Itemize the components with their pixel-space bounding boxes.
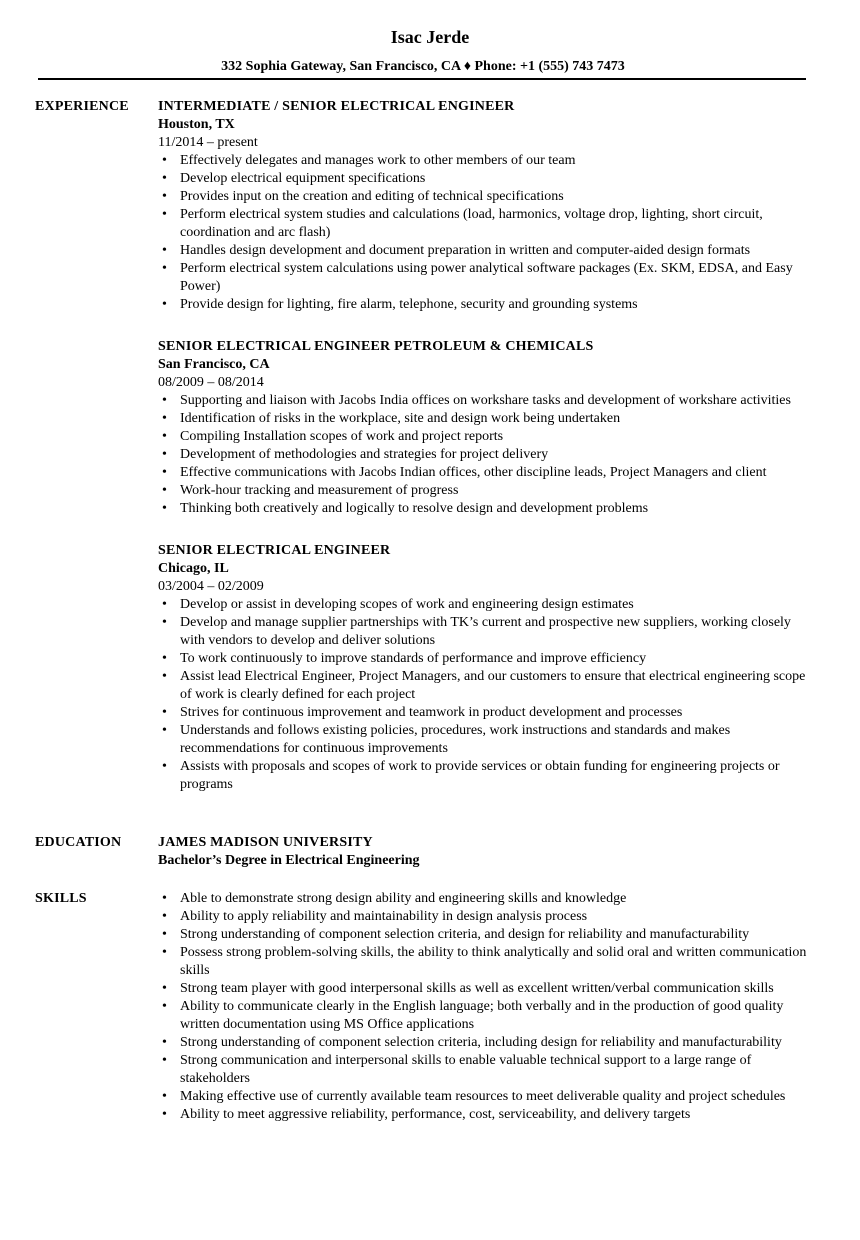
skill-item: • Able to demonstrate strong design ability and engineering skills and knowledge bbox=[158, 890, 808, 908]
duty-item: • Identification of risks in the workplace, site and design work being undertaken bbox=[158, 410, 808, 428]
duty-item: • Development of methodologies and strategies for project delivery bbox=[158, 446, 808, 464]
duty-item: • Handles design development and document preparation in written and computer-aided design formats bbox=[158, 242, 808, 260]
duty-item: • Effectively delegates and manages work to other members of our team bbox=[158, 152, 808, 170]
skill-item: • Possess strong problem-solving skills, the ability to think analytically and solid oral and written communication skills bbox=[158, 944, 808, 980]
job-location: Chicago, IL bbox=[158, 561, 229, 576]
header-divider bbox=[38, 78, 806, 80]
duty-item: • Develop or assist in developing scopes of work and engineering design estimates bbox=[158, 596, 808, 614]
job-location: Houston, TX bbox=[158, 117, 235, 132]
duty-item: • Provides input on the creation and editing of technical specifications bbox=[158, 188, 808, 206]
duty-item: • Understands and follows existing policies, procedures, work instructions and standards and makes recommendations for continuous improvements bbox=[158, 722, 808, 758]
job-title: SENIOR ELECTRICAL ENGINEER bbox=[158, 543, 391, 558]
duty-item: • Work-hour tracking and measurement of progress bbox=[158, 482, 808, 500]
resume-name: Isac Jerde bbox=[390, 27, 470, 47]
job-location: San Francisco, CA bbox=[158, 357, 270, 372]
job-title: INTERMEDIATE / SENIOR ELECTRICAL ENGINEER bbox=[158, 99, 515, 114]
skill-item: • Making effective use of currently available team resources to meet deliverable quality and project schedules bbox=[158, 1088, 808, 1106]
skills-list bbox=[158, 890, 818, 1124]
skill-item: • Strong communication and interpersonal skills to enable valuable technical support to a large range of stakeholders bbox=[158, 1052, 808, 1088]
section-label-education: EDUCATION bbox=[35, 835, 122, 850]
skill-item: • Strong team player with good interpersonal skills as well as excellent written/verbal communication skills bbox=[158, 980, 808, 998]
skill-item: • Ability to communicate clearly in the English language; both verbally and in the production of good quality written documentation using MS Office applications bbox=[158, 998, 808, 1034]
duty-item: • Compiling Installation scopes of work and project reports bbox=[158, 428, 808, 446]
duty-item: • Effective communications with Jacobs Indian offices, other discipline leads, Project Managers and client bbox=[158, 464, 808, 482]
school-name: JAMES MADISON UNIVERSITY bbox=[158, 835, 373, 850]
job-entry bbox=[158, 98, 818, 314]
job-duties bbox=[158, 152, 818, 314]
duty-item: • To work continuously to improve standards of performance and improve efficiency bbox=[158, 650, 808, 668]
skill-item: • Ability to meet aggressive reliability, performance, cost, serviceability, and delivery targets bbox=[158, 1106, 808, 1124]
job-duties bbox=[158, 596, 818, 794]
skills-items bbox=[158, 890, 818, 1124]
duty-item: • Perform electrical system studies and calculations (load, harmonics, voltage drop, lighting, short circuit, coordination and arc flash) bbox=[158, 206, 808, 242]
job-title: SENIOR ELECTRICAL ENGINEER PETROLEUM & CHEMICALS bbox=[158, 339, 594, 354]
job-duties bbox=[158, 392, 818, 518]
skill-item: • Ability to apply reliability and maintainability in design analysis process bbox=[158, 908, 808, 926]
job-entry bbox=[158, 338, 818, 518]
degree-name: Bachelor’s Degree in Electrical Engineering bbox=[158, 853, 420, 868]
job-dates: 08/2009 – 08/2014 bbox=[158, 375, 264, 390]
duty-item: • Develop and manage supplier partnerships with TK’s current and prospective new suppliers, working closely with vendors to develop and deliver solutions bbox=[158, 614, 808, 650]
skill-item: • Strong understanding of component selection criteria, and design for reliability and manufacturability bbox=[158, 926, 808, 944]
duty-item: • Assist lead Electrical Engineer, Project Managers, and our customers to ensure that electrical engineering scope of work is clearly defined for each project bbox=[158, 668, 808, 704]
duty-item: • Assists with proposals and scopes of work to provide services or obtain funding for engineering projects or programs bbox=[158, 758, 808, 794]
duty-item: • Supporting and liaison with Jacobs India offices on workshare tasks and development of workshare activities bbox=[158, 392, 808, 410]
duty-item: • Thinking both creatively and logically to resolve design and development problems bbox=[158, 500, 808, 518]
skill-item: • Strong understanding of component selection criteria, including design for reliability and manufacturability bbox=[158, 1034, 808, 1052]
duty-item: • Provide design for lighting, fire alarm, telephone, security and grounding systems bbox=[158, 296, 808, 314]
job-dates: 03/2004 – 02/2009 bbox=[158, 579, 264, 594]
job-dates: 11/2014 – present bbox=[158, 135, 258, 150]
section-label-skills: SKILLS bbox=[35, 891, 87, 906]
experience-list bbox=[158, 98, 818, 818]
duty-item: • Perform electrical system calculations using power analytical software packages (Ex. SKM, EDSA, and Easy Power) bbox=[158, 260, 808, 296]
duty-item: • Develop electrical equipment specifications bbox=[158, 170, 808, 188]
education-entry bbox=[158, 834, 818, 870]
job-entry bbox=[158, 542, 818, 794]
section-label-experience: EXPERIENCE bbox=[35, 99, 129, 114]
contact-line: 332 Sophia Gateway, San Francisco, CA ♦ Phone: +1 (555) 743 7473 bbox=[221, 59, 625, 74]
duty-item: • Strives for continuous improvement and teamwork in product development and processes bbox=[158, 704, 808, 722]
